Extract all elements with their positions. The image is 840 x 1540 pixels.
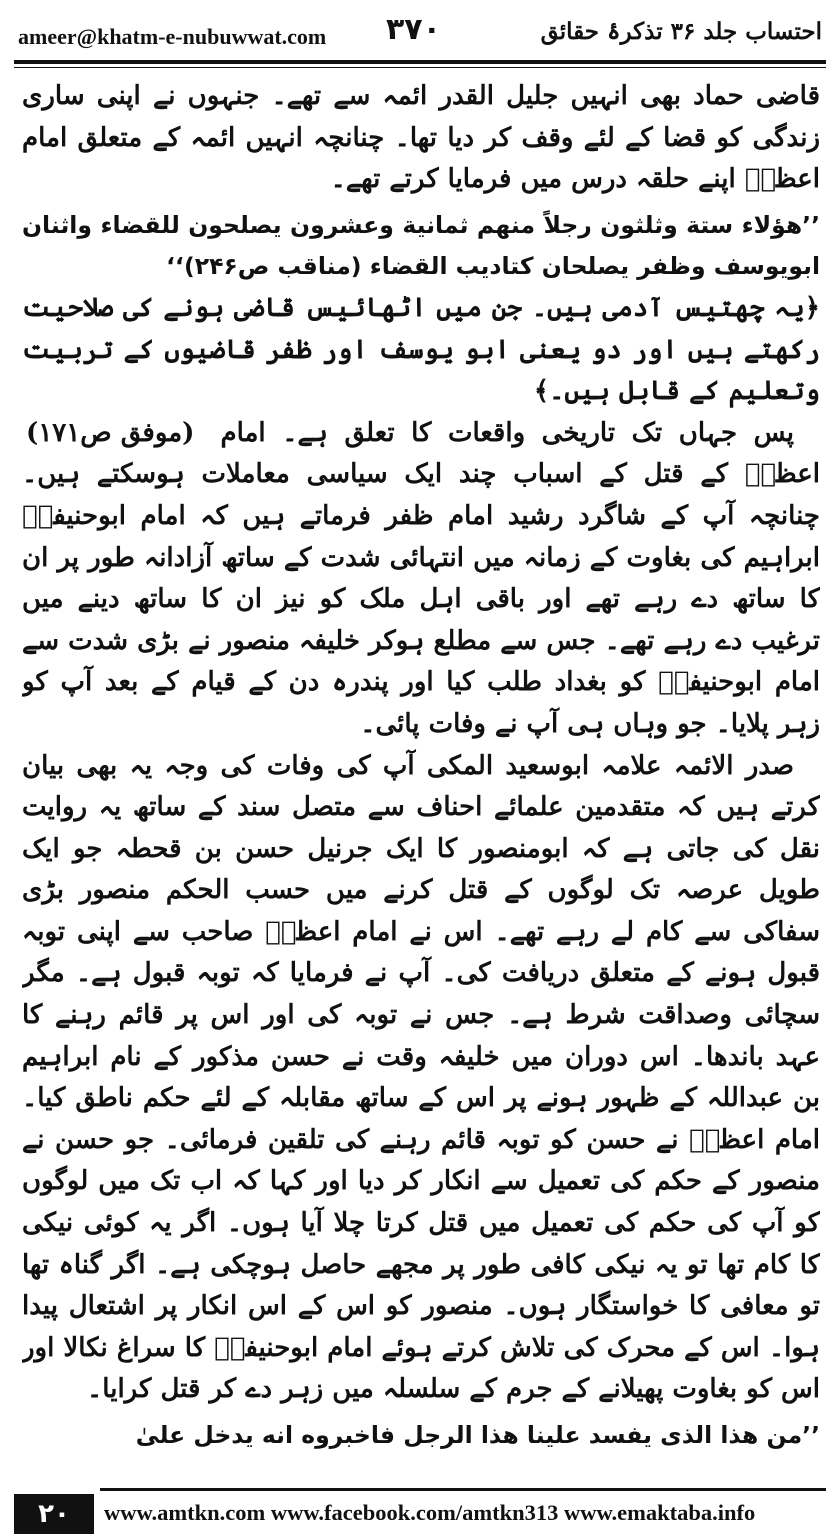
page-header [14, 8, 826, 58]
footer-website-links: www.amtkn.com www.facebook.com/amtkn313 www.emaktaba.info [104, 1500, 756, 1525]
footer-page-number: ۲۰ [14, 1494, 94, 1534]
page-body [22, 76, 820, 1466]
header-book-title: احتساب جلد ۳۶ تذکرۂ حقائق [540, 18, 822, 45]
arabic-quote-manaqib: ’’ھؤلاء ستة وثلثون رجلاً منھم ثمانية وعشرون يصلحون للقضاء واثنان ابويوسف وظفر يصلحان كتاديب القضاء (مناقب ص۲۴۶)‘‘ [22, 210, 820, 281]
paragraph-historical-causes-text: پس جہاں تک تاریخی واقعات کا تعلق ہے۔ امام اعظمؒ کے قتل کے اسباب چند ایک سیاسی معاملات ہوسکتے ہیں۔ چنانچہ آپ کے شاگرد رشید امام ظفر فرماتے ہیں کہ امام ابوحنیفہؒ ابراہیم کی بغاوت کے زمانہ میں انتہائی شدت کے ساتھ آزادانہ طور پر ان کا ساتھ دے رہے تھے اور باقی اہل ملک کو نیز ان کا ساتھ دینے میں ترغیب دے رہے تھے۔ جس سے مطلع ہوکر خلیفہ منصور نے بڑی شدت سے امام ابوحنیفہؒ کو بغداد طلب کیا اور پندرہ دن کے قیام کے بعد آپ کو زہر پلایا۔ جو وہاں ہی آپ نے وفات پائی۔ [22, 417, 820, 739]
header-email: ameer@khatm-e-nubuwwat.com [18, 24, 327, 49]
paragraph-translation: ﴿یہ چھتیس آدمی ہیں۔ جن میں اٹھائیس قاضی ہونے کی صلاحیت رکھتے ہیں اور دو یعنی ابو یوسف اور ظفر قاضیوں کے تربیت وتعلیم کے قابل ہیں۔﴾ [22, 292, 820, 407]
arabic-quote-closing: ’’من ھذا الذی یفسد علینا ھذا الرجل فاخبروه انه یدخل علیٰ [135, 1421, 820, 1449]
paragraph-historical-causes [22, 413, 820, 746]
citation-muwaffaq: (موفق ص۱۷۱) [26, 417, 195, 448]
header-page-number: ۳۷۰ [386, 12, 441, 47]
header-rule-thin [14, 67, 826, 68]
header-rule-thick [14, 60, 826, 64]
footer-rule [100, 1488, 826, 1491]
paragraph-abu-saeed-narration: صدر الائمہ علامہ ابوسعید المکی آپ کی وفات کی وجہ یہ بھی بیان کرتے ہیں کہ متقدمین علمائے احناف سے متصل سند کے ساتھ یہ روایت نقل کی جاتی ہے کہ ابومنصور کا ایک جرنیل حسن بن قحطہ جو ایک طویل عرصہ تک لوگوں کے قتل کرنے میں حسب الحکم منصور بڑی سفاکی سے کام لے رہے تھے۔ اس نے امام اعظمؒ صاحب سے اپنی توبہ قبول ہونے کے متعلق دریافت کی۔ آپ نے فرمایا کہ توبہ قبول ہے۔ مگر سچائی وصداقت شرط ہے۔ جس نے توبہ کی اور اس پر قائم رہنے کا عہد باندھا۔ اس دوران میں خلیفہ وقت نے حسن مذکور کے نام ابراہیم بن عبداللہ کے ظہور ہونے پر اس کے ساتھ مقابلہ کے لئے حکم ناطق کیا۔ امام اعظمؒ نے حسن کو توبہ قائم رہنے کی تلقین فرمائی۔ جو حسن نے منصور کے حکم کی تعمیل سے انکار کر دیا اور کہا کہ اب تک میں لوگوں کو آپ کی حکم کی تعمیل میں قتل کرتا چلا آیا ہوں۔ اگر یہ کوئی نیکی کا کام تھا تو یہ نیکی کافی طور پر مجھے حاصل ہوچکی ہے۔ اگر گناہ تھا تو معافی کا خواستگار ہوں۔ منصور کو اس کے اس انکار پر اشتعال پیدا ہوا۔ اس کے محرک کی تلاش کرتے ہوئے امام ابوحنیفہؒ کا سراغ نکالا اور اس کو بغاوت پھیلانے کے جرم کے سلسلہ میں زہر دے کر قتل کرایا۔ [22, 750, 820, 1405]
paragraph-qazi-hammad: قاضی حماد بھی انہیں جلیل القدر ائمہ سے تھے۔ جنہوں نے اپنی ساری زندگی کو قضا کے لئے وقف کر دیا تھا۔ چنانچہ انہیں ائمہ کے متعلق امام اعظمؒ اپنے حلقہ درس میں فرمایا کرتے تھے۔ [22, 81, 820, 195]
